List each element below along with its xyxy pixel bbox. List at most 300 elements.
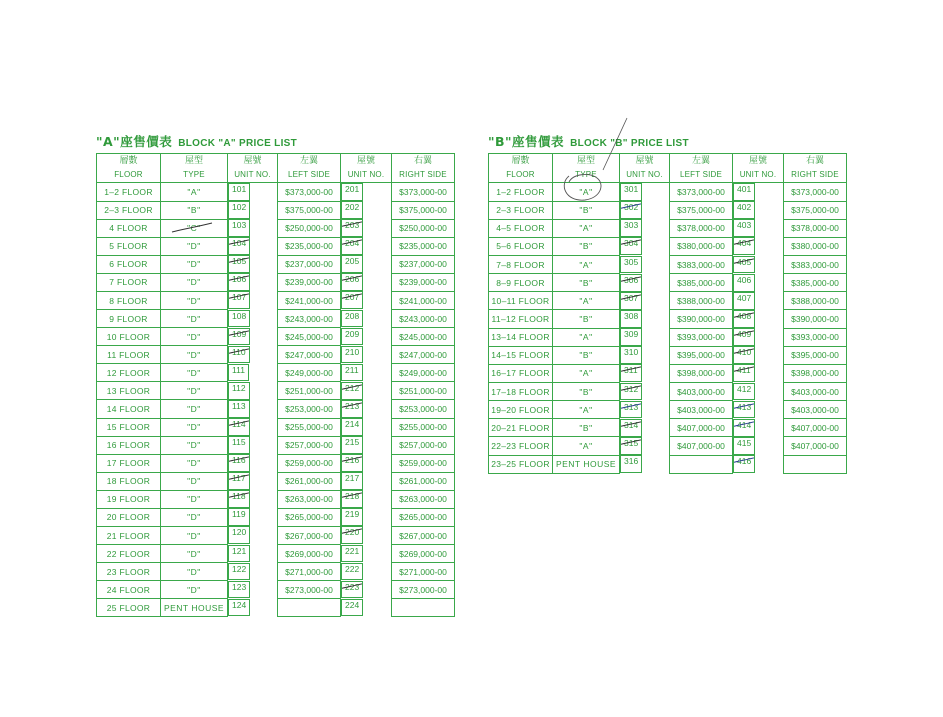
left-unit-cell (620, 310, 642, 328)
pen-strike-mark (733, 256, 755, 269)
right-price-cell (392, 255, 455, 273)
right-unit-cell (733, 237, 755, 255)
left-price-text: $398,000-00 (677, 368, 725, 379)
floor-text: 22–23 FLOOR (491, 441, 550, 452)
type-text: "D" (187, 512, 201, 523)
left-unit-cell (620, 346, 642, 364)
floor-cell (97, 183, 161, 202)
table-row (97, 364, 455, 382)
floor-cell (97, 490, 161, 508)
right-price-text: $261,000-00 (399, 476, 447, 487)
right-unit-text: 407 (737, 292, 752, 303)
left-unit-cell (620, 401, 642, 419)
left-price-cell (670, 256, 733, 274)
left-price-cell (278, 545, 341, 563)
right-price-cell (784, 183, 847, 202)
right-unit-text: 409 (734, 329, 754, 339)
left-unit-cell (228, 563, 250, 581)
type-text: "D" (187, 259, 201, 270)
right-unit-cell (341, 328, 363, 346)
floor-cell (489, 274, 553, 292)
right-price-text: $385,000-00 (791, 277, 839, 288)
right-unit-cell (733, 419, 755, 437)
left-unit-text: 302 (621, 202, 641, 212)
type-cell (553, 437, 620, 455)
floor-cell (97, 599, 161, 617)
right-price-cell (392, 545, 455, 563)
left-unit-cell (620, 419, 642, 437)
pen-strike-mark (341, 526, 363, 539)
right-price-text: $239,000-00 (399, 277, 447, 288)
right-unit-cell (341, 581, 363, 599)
right-unit-cell (733, 274, 755, 292)
header-label-chinese: 左翼 (299, 156, 318, 166)
type-cell (161, 310, 228, 328)
left-price-text: $403,000-00 (677, 404, 725, 415)
right-unit-cell (341, 472, 363, 490)
left-unit-cell (620, 219, 642, 237)
left-unit-text: 124 (232, 599, 247, 610)
left-unit-text: 306 (621, 275, 641, 285)
table-row (489, 310, 847, 328)
right-price-text: $269,000-00 (399, 548, 447, 559)
type-text: "A" (579, 186, 593, 197)
right-unit-cell (341, 599, 363, 617)
left-price-cell (670, 219, 733, 237)
left-unit-text: 316 (624, 456, 639, 467)
left-price-text: $271,000-00 (285, 566, 333, 577)
pen-strike-mark (228, 346, 250, 359)
right-unit-text: 224 (345, 599, 360, 610)
left-unit-cell (228, 581, 250, 599)
left-unit-cell (228, 328, 250, 346)
floor-cell (489, 292, 553, 310)
table-row (97, 472, 455, 490)
type-cell (553, 455, 620, 473)
right-price-cell (784, 219, 847, 237)
right-unit-cell (341, 219, 363, 237)
floor-text: 20 FLOOR (106, 512, 151, 523)
type-text: "D" (187, 403, 201, 414)
left-unit-text: 111 (232, 364, 245, 375)
right-price-cell (784, 455, 847, 473)
header-right-side (392, 154, 455, 183)
left-price-cell (278, 436, 341, 454)
floor-cell (97, 273, 161, 291)
floor-text: 10–11 FLOOR (491, 295, 550, 306)
block-a-title-english: BLOCK "A" PRICE LIST (178, 138, 298, 149)
pen-strike-mark (620, 292, 642, 305)
right-price-text: $263,000-00 (399, 494, 447, 505)
floor-text: 16–17 FLOOR (491, 368, 550, 379)
right-price-cell (392, 418, 455, 436)
right-price-cell (784, 346, 847, 364)
block-b-title-english: BLOCK "B" PRICE LIST (570, 138, 689, 149)
type-cell (553, 219, 620, 237)
right-price-text: $271,000-00 (399, 566, 447, 577)
type-text: "A" (579, 259, 593, 270)
type-cell (161, 563, 228, 581)
type-text: "C" (184, 223, 204, 233)
right-unit-cell (733, 256, 755, 274)
type-text: "A" (579, 368, 593, 379)
left-unit-text: 312 (621, 384, 641, 394)
floor-text: 12 FLOOR (106, 367, 151, 378)
left-unit-cell (228, 400, 250, 418)
left-unit-cell (620, 292, 642, 310)
type-text: "A" (187, 186, 201, 197)
left-price-cell (670, 364, 733, 382)
floor-cell (97, 400, 161, 418)
left-unit-cell (228, 183, 250, 201)
left-price-text: $251,000-00 (285, 385, 333, 396)
floor-text: 24 FLOOR (106, 584, 151, 595)
left-price-cell (278, 526, 341, 544)
right-price-text: $378,000-00 (791, 223, 839, 234)
right-price-text: $237,000-00 (399, 259, 447, 270)
table-row (97, 273, 455, 291)
pen-strike-mark (620, 201, 642, 214)
left-price-text: $383,000-00 (677, 259, 725, 270)
left-unit-cell (228, 201, 250, 219)
right-price-cell (784, 419, 847, 437)
right-unit-text: 215 (345, 437, 360, 448)
left-unit-cell (228, 364, 249, 382)
right-price-text: $375,000-00 (399, 205, 447, 216)
floor-text: 5 FLOOR (109, 241, 148, 252)
right-unit-cell (733, 346, 755, 364)
floor-cell (97, 382, 161, 400)
left-price-text: $378,000-00 (677, 223, 725, 234)
left-price-cell (278, 219, 341, 237)
right-unit-cell (341, 545, 363, 563)
type-cell (161, 364, 228, 382)
type-cell (553, 346, 620, 364)
right-price-text: $249,000-00 (399, 367, 447, 378)
floor-cell (97, 581, 161, 599)
right-price-cell (392, 563, 455, 581)
left-unit-text: 310 (624, 347, 639, 358)
block-b-title (488, 132, 846, 152)
floor-cell (97, 563, 161, 581)
pen-strike-mark (228, 255, 250, 268)
header-label-english: TYPE (575, 170, 597, 179)
table-header-row (489, 154, 847, 183)
left-price-text: $255,000-00 (285, 422, 333, 433)
type-cell (161, 183, 228, 202)
right-price-cell (392, 219, 455, 237)
header-left-side (278, 154, 341, 183)
left-unit-text: 112 (232, 382, 246, 393)
left-price-cell (278, 382, 341, 400)
right-price-text: $393,000-00 (791, 332, 839, 343)
type-text: "D" (187, 385, 201, 396)
floor-text: 4 FLOOR (109, 223, 148, 234)
floor-cell (489, 437, 553, 455)
left-price-text: $249,000-00 (285, 367, 333, 378)
right-price-cell (392, 237, 455, 255)
left-price-text: $380,000-00 (677, 241, 725, 252)
type-text: "D" (187, 313, 201, 324)
type-cell (553, 310, 620, 328)
left-price-text: $237,000-00 (285, 259, 333, 270)
header-right-side (784, 154, 847, 183)
right-unit-text: 408 (734, 311, 754, 321)
table-row (97, 526, 455, 544)
pen-strike-mark (733, 237, 755, 250)
floor-cell (97, 201, 161, 219)
pen-strike-mark (733, 310, 755, 323)
table-row (489, 219, 847, 237)
floor-text: 10 FLOOR (106, 331, 151, 342)
right-price-cell (784, 310, 847, 328)
table-row (489, 455, 847, 473)
left-price-cell (670, 328, 733, 346)
left-unit-cell (620, 437, 642, 455)
floor-cell (97, 454, 161, 472)
right-price-text: $395,000-00 (791, 350, 839, 361)
left-price-cell (278, 599, 341, 617)
type-cell (161, 346, 228, 364)
type-cell (161, 418, 228, 436)
type-text: PENT HOUSE (555, 459, 617, 470)
floor-text: 17–18 FLOOR (491, 386, 550, 397)
type-text: "D" (187, 458, 201, 469)
left-unit-cell (620, 383, 642, 401)
table-row (97, 599, 455, 617)
left-price-text: $259,000-00 (285, 458, 333, 469)
right-price-cell (392, 508, 455, 526)
header-label-english: UNIT NO. (739, 170, 777, 179)
left-unit-cell (228, 418, 250, 436)
right-unit-cell (733, 383, 755, 401)
floor-text: 8 FLOOR (109, 295, 148, 306)
floor-text: 5–6 FLOOR (496, 241, 545, 252)
right-price-text: $273,000-00 (399, 584, 447, 595)
right-price-cell (392, 291, 455, 309)
left-unit-cell (228, 436, 250, 454)
right-unit-cell (341, 346, 363, 364)
header-left-side (670, 154, 733, 183)
right-price-text: $388,000-00 (791, 295, 839, 306)
header-label-english: LEFT SIDE (287, 170, 331, 179)
left-unit-text: 117 (229, 473, 249, 483)
floor-text: 7–8 FLOOR (496, 259, 545, 270)
left-unit-cell (620, 256, 642, 274)
pen-strike-mark (341, 490, 363, 503)
header-label-english: UNIT NO. (347, 170, 385, 179)
floor-cell (489, 328, 553, 346)
floor-cell (489, 455, 553, 473)
floor-text: 23–25 FLOOR (491, 459, 550, 470)
left-price-text: $245,000-00 (285, 331, 333, 342)
header-label-english: FLOOR (506, 170, 535, 179)
right-price-text: $257,000-00 (399, 440, 447, 451)
floor-text: 9 FLOOR (109, 313, 148, 324)
floor-cell (97, 364, 161, 382)
type-cell (161, 219, 228, 237)
right-price-cell (392, 346, 455, 364)
right-unit-text: 404 (734, 238, 754, 248)
right-unit-text: 403 (737, 220, 752, 231)
table-row (489, 256, 847, 274)
left-unit-cell (228, 526, 250, 544)
pen-strike-mark (733, 455, 755, 468)
right-price-text: $251,000-00 (399, 385, 447, 396)
left-unit-cell (228, 508, 250, 526)
type-cell (161, 201, 228, 219)
type-cell (553, 256, 620, 274)
right-unit-text: 202 (345, 202, 360, 213)
left-unit-text: 113 (232, 400, 246, 411)
left-price-cell (278, 364, 341, 382)
left-unit-text: 314 (621, 420, 641, 430)
floor-text: 23 FLOOR (106, 566, 151, 577)
pen-strike-mark (228, 291, 250, 304)
table-row (489, 274, 847, 292)
type-cell (161, 255, 228, 273)
left-unit-text: 115 (232, 437, 246, 448)
left-unit-cell (228, 490, 250, 508)
header-label-chinese: 左翼 (691, 156, 710, 166)
left-price-cell (670, 437, 733, 455)
header-label-chinese: 屋號 (243, 156, 262, 166)
type-cell (553, 364, 620, 382)
pen-strike-mark (228, 454, 250, 467)
right-unit-cell (341, 563, 363, 581)
table-row (489, 364, 847, 382)
type-cell (161, 382, 228, 400)
floor-text: 17 FLOOR (106, 458, 151, 469)
right-price-cell (784, 364, 847, 382)
floor-text: 14 FLOOR (106, 403, 151, 414)
pen-strike-mark (620, 364, 642, 377)
table-row (97, 310, 455, 328)
right-unit-text: 212 (342, 383, 362, 393)
pen-strike-mark (341, 273, 363, 286)
left-unit-text: 103 (232, 220, 247, 231)
right-price-cell (392, 183, 455, 202)
right-unit-cell (341, 310, 363, 328)
left-unit-text: 307 (621, 293, 641, 303)
left-price-cell (278, 273, 341, 291)
pen-strike-mark (620, 437, 642, 450)
pen-strike-mark (228, 328, 250, 341)
right-price-cell (392, 328, 455, 346)
type-text: "A" (579, 441, 593, 452)
type-cell (553, 328, 620, 346)
left-price-cell (278, 490, 341, 508)
floor-text: 2–3 FLOOR (104, 205, 153, 216)
table-row (97, 328, 455, 346)
left-price-text: $375,000-00 (677, 205, 725, 216)
left-unit-text: 301 (624, 184, 639, 194)
type-text: "D" (187, 584, 201, 595)
left-price-cell (278, 346, 341, 364)
floor-text: 15 FLOOR (106, 422, 151, 433)
right-price-cell (784, 292, 847, 310)
type-cell (553, 419, 620, 437)
type-text: "A" (579, 223, 593, 234)
left-unit-text: 122 (232, 563, 247, 574)
right-price-text: $235,000-00 (399, 241, 447, 252)
pen-strike-mark (228, 472, 250, 485)
table-row (97, 436, 455, 454)
right-unit-text: 204 (342, 238, 362, 248)
right-unit-cell (733, 310, 755, 328)
left-price-text: $247,000-00 (285, 349, 333, 360)
header-label-chinese: 層數 (119, 156, 138, 166)
floor-text: 7 FLOOR (109, 277, 148, 288)
right-unit-cell (733, 401, 755, 419)
block-a-price-table (96, 153, 455, 617)
type-cell (161, 599, 228, 617)
header-label-english: RIGHT SIDE (791, 170, 839, 179)
right-unit-cell (733, 328, 755, 346)
right-unit-text: 217 (345, 473, 360, 484)
left-price-text: $373,000-00 (677, 186, 725, 197)
right-price-text: $245,000-00 (399, 331, 447, 342)
right-unit-text: 218 (342, 491, 362, 501)
left-price-text: $269,000-00 (285, 548, 333, 559)
right-price-cell (392, 364, 455, 382)
right-unit-cell (733, 219, 755, 237)
right-unit-text: 415 (737, 437, 752, 448)
right-price-cell (392, 310, 455, 328)
floor-text: 11–12 FLOOR (491, 314, 550, 325)
type-cell (161, 237, 228, 255)
floor-text: 20–21 FLOOR (491, 422, 550, 433)
type-text: "D" (187, 331, 201, 342)
left-price-text: $267,000-00 (285, 530, 333, 541)
left-price-text: $273,000-00 (285, 584, 333, 595)
left-price-cell (670, 455, 733, 473)
table-header-row (97, 154, 455, 183)
table-row (489, 346, 847, 364)
left-price-text: $407,000-00 (677, 441, 725, 452)
left-price-cell (278, 255, 341, 273)
type-text: "A" (579, 332, 593, 343)
left-unit-cell (228, 219, 250, 237)
right-unit-text: 223 (342, 582, 362, 592)
floor-text: 11 FLOOR (107, 349, 150, 360)
floor-cell (489, 419, 553, 437)
right-price-cell (392, 273, 455, 291)
header-right-unit (733, 154, 784, 183)
type-text: "B" (579, 422, 593, 433)
floor-text: 4–5 FLOOR (496, 223, 545, 234)
pen-strike-mark (733, 364, 755, 377)
right-unit-cell (341, 255, 363, 273)
left-price-cell (670, 346, 733, 364)
header-label-english: FLOOR (114, 170, 143, 179)
type-cell (161, 454, 228, 472)
left-unit-text: 309 (624, 329, 639, 340)
right-price-cell (392, 454, 455, 472)
right-price-cell (392, 436, 455, 454)
right-price-text: $247,000-00 (399, 349, 447, 360)
left-price-cell (670, 310, 733, 328)
floor-cell (489, 383, 553, 401)
type-text: "D" (187, 295, 201, 306)
left-unit-text: 101 (232, 184, 247, 194)
table-row (97, 508, 455, 526)
left-unit-text: 119 (232, 509, 246, 520)
left-unit-cell (228, 599, 250, 617)
left-price-cell (278, 291, 341, 309)
header-type (161, 154, 228, 183)
right-unit-cell (341, 490, 363, 508)
